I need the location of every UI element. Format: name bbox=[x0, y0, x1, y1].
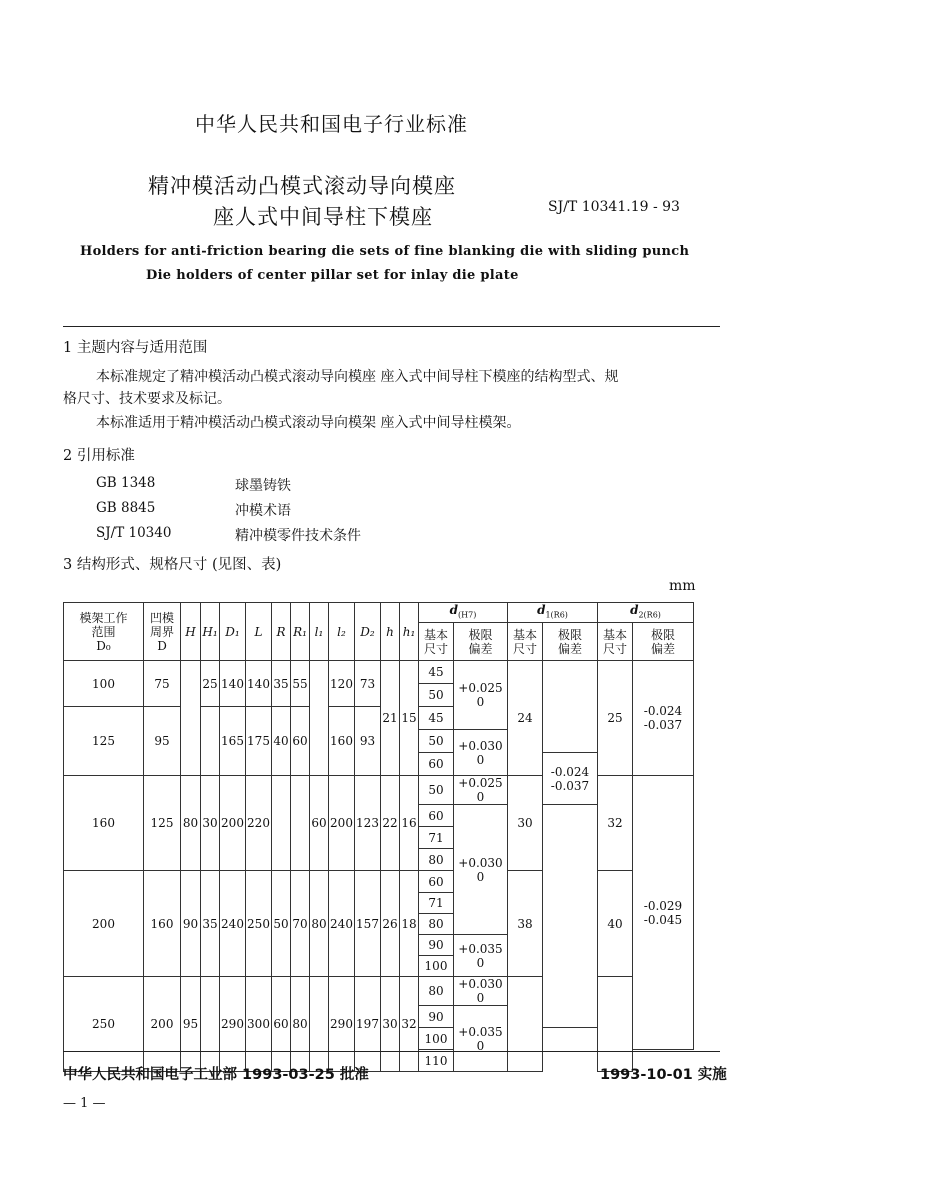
cell-d-basic: 45 bbox=[419, 661, 454, 684]
cell-d-basic: 90 bbox=[419, 1006, 454, 1028]
header-D2: D₂ bbox=[355, 603, 381, 661]
cell-d-basic: 80 bbox=[419, 977, 454, 1006]
cell-L: 220 bbox=[246, 776, 272, 871]
cell-h1: 16 bbox=[400, 776, 419, 871]
page-number: — 1 — bbox=[63, 1096, 106, 1111]
cell-D: 75 bbox=[144, 661, 181, 707]
cell-D2: 157 bbox=[355, 871, 381, 977]
ref-code: SJ/T 10340 bbox=[96, 525, 172, 541]
header-limit: 极限 偏差 bbox=[454, 623, 508, 661]
ref-name: 冲模术语 bbox=[235, 503, 291, 519]
cell-D2: 73 bbox=[355, 661, 381, 707]
cell-H1-empty bbox=[201, 707, 220, 776]
header-limit: 极限 偏差 bbox=[543, 623, 598, 661]
english-title-1: Holders for anti-friction bearing die sets of fine blanking die with sliding punch bbox=[80, 244, 690, 259]
cell-d2-basic: 40 bbox=[598, 871, 633, 977]
ref-code: GB 1348 bbox=[96, 475, 156, 491]
cell-R: 40 bbox=[272, 707, 291, 776]
dimension-table bbox=[63, 602, 694, 1072]
cell-R: 35 bbox=[272, 661, 291, 707]
cell-d-basic: 71 bbox=[419, 827, 454, 849]
cell-d1-basic-empty bbox=[508, 977, 543, 1072]
cell-l2: 290 bbox=[329, 977, 355, 1072]
cell-d-tol: +0.035 0 bbox=[454, 1006, 508, 1072]
cell-d1-tol bbox=[543, 805, 598, 1028]
cell-d-tol: +0.030 0 bbox=[454, 805, 508, 935]
header-L: L bbox=[246, 603, 272, 661]
header-range: 模架工作 范围 D₀ bbox=[64, 603, 144, 661]
cell-d-tol: +0.035 0 bbox=[454, 935, 508, 977]
header-l2: l₂ bbox=[329, 603, 355, 661]
cell-D2: 93 bbox=[355, 707, 381, 776]
header-basic: 基本 尺寸 bbox=[598, 623, 633, 661]
cell-D1: 200 bbox=[220, 776, 246, 871]
cell-D1: 165 bbox=[220, 707, 246, 776]
title-line-1: 精冲模活动凸模式滚动导向模座 bbox=[148, 174, 456, 198]
standard-code: SJ/T 10341.19 - 93 bbox=[548, 199, 680, 215]
cell-d-basic: 80 bbox=[419, 914, 454, 935]
cell-d2-basic-empty bbox=[598, 977, 633, 1072]
cell-l2: 240 bbox=[329, 871, 355, 977]
cell-d-basic: 71 bbox=[419, 893, 454, 914]
cell-H1: 35 bbox=[201, 871, 220, 977]
cell-d-basic: 50 bbox=[419, 730, 454, 753]
cell-D0: 250 bbox=[64, 977, 144, 1072]
header-R: R bbox=[272, 603, 291, 661]
cell-D1: 240 bbox=[220, 871, 246, 977]
cell-l1: 80 bbox=[310, 871, 329, 977]
cell-d-tol: +0.030 0 bbox=[454, 730, 508, 776]
cell-H1: 25 bbox=[201, 661, 220, 707]
header-d2 bbox=[598, 603, 694, 623]
unit-label: mm bbox=[669, 578, 696, 594]
cell-H1: 30 bbox=[201, 776, 220, 871]
cell-l2: 120 bbox=[329, 661, 355, 707]
cell-R1-empty bbox=[291, 776, 310, 871]
approval-note: 中华人民共和国电子工业部 1993-03-25 批准 bbox=[63, 1067, 369, 1083]
cell-H1-empty bbox=[201, 977, 220, 1072]
cell-R1: 60 bbox=[291, 707, 310, 776]
header-D1: D₁ bbox=[220, 603, 246, 661]
cell-h1: 32 bbox=[400, 977, 419, 1072]
cell-R1: 70 bbox=[291, 871, 310, 977]
cell-H: 80 bbox=[181, 776, 201, 871]
header-d1-symbol: d bbox=[537, 603, 546, 617]
header-d1 bbox=[508, 603, 598, 623]
effective-date: 1993-10-01 实施 bbox=[600, 1067, 727, 1083]
organization: 中华人民共和国电子行业标准 bbox=[195, 112, 468, 136]
cell-D0: 160 bbox=[64, 776, 144, 871]
cell-d-basic: 80 bbox=[419, 849, 454, 871]
header-d-sub: (H7) bbox=[458, 610, 477, 620]
cell-d-basic: 100 bbox=[419, 1028, 454, 1050]
header-H: H bbox=[181, 603, 201, 661]
ref-name: 精冲模零件技术条件 bbox=[235, 528, 361, 544]
cell-h: 22 bbox=[381, 776, 400, 871]
cell-l1-empty bbox=[310, 661, 329, 776]
header-H1: H₁ bbox=[201, 603, 220, 661]
cell-D1: 140 bbox=[220, 661, 246, 707]
section-1-para-2: 本标准适用于精冲模活动凸模式滚动导向模架 座入式中间导柱模架。 bbox=[96, 415, 521, 431]
cell-R1: 55 bbox=[291, 661, 310, 707]
header-d2-sub: 2(R6) bbox=[638, 610, 661, 620]
top-rule bbox=[63, 326, 720, 327]
bottom-rule bbox=[63, 1051, 720, 1052]
cell-l1: 60 bbox=[310, 776, 329, 871]
cell-h1: 15 bbox=[400, 661, 419, 776]
cell-D2: 123 bbox=[355, 776, 381, 871]
cell-L: 250 bbox=[246, 871, 272, 977]
cell-D0: 100 bbox=[64, 661, 144, 707]
cell-d-basic: 60 bbox=[419, 805, 454, 827]
cell-R: 50 bbox=[272, 871, 291, 977]
header-d-symbol: d bbox=[449, 603, 459, 617]
section-1-para-1b: 格尺寸、技术要求及标记。 bbox=[63, 391, 231, 407]
cell-R: 60 bbox=[272, 977, 291, 1072]
header-R1: R₁ bbox=[291, 603, 310, 661]
header-d1-sub: 1(R6) bbox=[545, 610, 568, 620]
cell-d1-basic: 30 bbox=[508, 776, 543, 871]
cell-d-basic: 50 bbox=[419, 776, 454, 805]
cell-D0: 200 bbox=[64, 871, 144, 977]
english-title-2: Die holders of center pillar set for inlay die plate bbox=[146, 268, 519, 283]
cell-d-tol: +0.025 0 bbox=[454, 661, 508, 730]
header-basic: 基本 尺寸 bbox=[419, 623, 454, 661]
cell-H: 95 bbox=[181, 977, 201, 1072]
header-d2-symbol: d bbox=[630, 603, 639, 617]
cell-D: 95 bbox=[144, 707, 181, 776]
cell-H: 90 bbox=[181, 871, 201, 977]
cell-d-basic: 50 bbox=[419, 684, 454, 707]
cell-l2: 160 bbox=[329, 707, 355, 776]
cell-d-basic: 60 bbox=[419, 871, 454, 893]
cell-d1-basic: 24 bbox=[508, 661, 543, 776]
title-line-2: 座人式中间导柱下模座 bbox=[213, 205, 433, 229]
cell-d-basic: 90 bbox=[419, 935, 454, 956]
cell-d2-basic: 25 bbox=[598, 661, 633, 776]
header-limit: 极限 偏差 bbox=[633, 623, 694, 661]
cell-h: 26 bbox=[381, 871, 400, 977]
cell-D: 200 bbox=[144, 977, 181, 1072]
cell-d-basic: 110 bbox=[419, 1050, 454, 1072]
cell-L: 140 bbox=[246, 661, 272, 707]
section-1-heading: 1 主题内容与适用范围 bbox=[63, 340, 208, 356]
header-basic: 基本 尺寸 bbox=[508, 623, 543, 661]
cell-d1-tol: -0.024 -0.037 bbox=[543, 753, 598, 805]
cell-d1-basic: 38 bbox=[508, 871, 543, 977]
cell-d2-tol: -0.029 -0.045 bbox=[633, 776, 694, 1050]
cell-d-basic: 60 bbox=[419, 753, 454, 776]
cell-d2-basic: 32 bbox=[598, 776, 633, 871]
cell-R1: 80 bbox=[291, 977, 310, 1072]
cell-l2: 200 bbox=[329, 776, 355, 871]
section-1-para-1a: 本标准规定了精冲模活动凸模式滚动导向模座 座入式中间导柱下模座的结构型式、规 bbox=[96, 369, 619, 385]
cell-h1: 18 bbox=[400, 871, 419, 977]
header-h1: h₁ bbox=[400, 603, 419, 661]
cell-d2-tol: -0.024 -0.037 bbox=[633, 661, 694, 776]
cell-D0: 125 bbox=[64, 707, 144, 776]
header-perimeter: 凹模 周界 D bbox=[144, 603, 181, 661]
cell-d-tol: +0.025 0 bbox=[454, 776, 508, 805]
cell-L: 175 bbox=[246, 707, 272, 776]
cell-D2: 197 bbox=[355, 977, 381, 1072]
section-2-heading: 2 引用标准 bbox=[63, 448, 135, 464]
header-d bbox=[419, 603, 508, 623]
header-h: h bbox=[381, 603, 400, 661]
cell-D: 160 bbox=[144, 871, 181, 977]
cell-D: 125 bbox=[144, 776, 181, 871]
cell-D1: 290 bbox=[220, 977, 246, 1072]
cell-L: 300 bbox=[246, 977, 272, 1072]
header-l1: l₁ bbox=[310, 603, 329, 661]
cell-d-basic: 45 bbox=[419, 707, 454, 730]
cell-h: 30 bbox=[381, 977, 400, 1072]
cell-d1-tol-empty bbox=[543, 661, 598, 753]
section-3-heading: 3 结构形式、规格尺寸 (见图、表) bbox=[63, 557, 282, 573]
ref-code: GB 8845 bbox=[96, 500, 156, 516]
cell-R-empty bbox=[272, 776, 291, 871]
cell-H-empty bbox=[181, 661, 201, 776]
cell-d-tol: +0.030 0 bbox=[454, 977, 508, 1006]
cell-l1-empty bbox=[310, 977, 329, 1072]
cell-h: 21 bbox=[381, 661, 400, 776]
cell-d-basic: 100 bbox=[419, 956, 454, 977]
ref-name: 球墨铸铁 bbox=[235, 478, 291, 494]
